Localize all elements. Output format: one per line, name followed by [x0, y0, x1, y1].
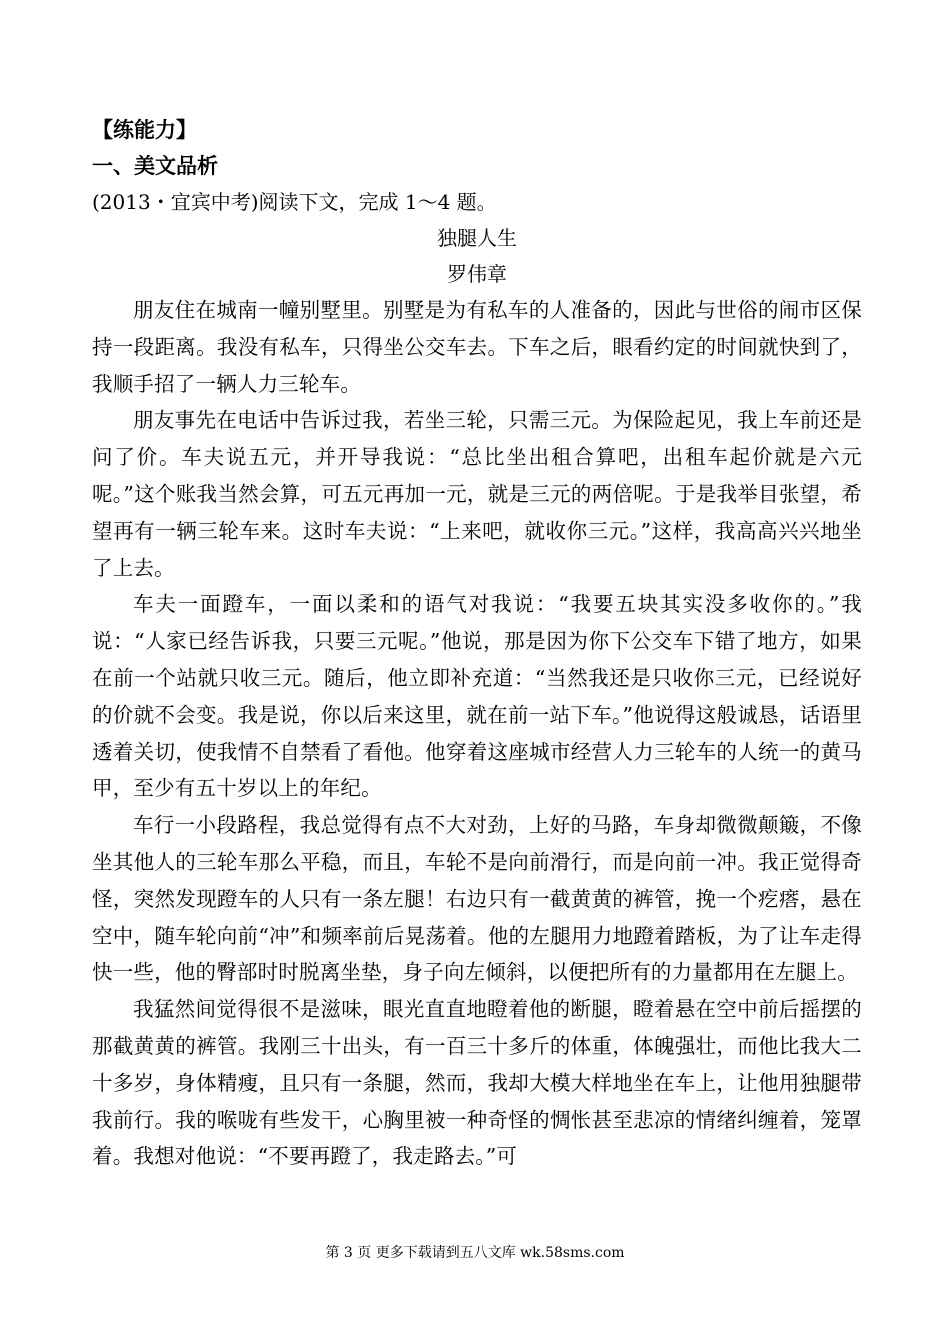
- page-footer: 第 3 页 更多下载请到五八文库 wk.58sms.com: [325, 1245, 625, 1261]
- paragraph: 车夫一面蹬车，一面以柔和的语气对我说：“我要五块其实没多收你的。”我说：“人家已经告诉我，只要三元呢。”他说，那是因为你下公交车下错了地方，如果在前一个站就只收三元。随后，他立即补充道：“当然我还是只收你三元，已经说好的价就不会变。我是说，你以后来这里，就在前一站下车。”他说得这般诚恳，话语里透着关切，使我情不自禁看了看他。他穿着这座城市经营人力三轮车的人统一的黄马甲，至少有五十岁以上的年纪。: [92, 592, 862, 801]
- exercise-intro: (2013・宜宾中考)阅读下文，完成 1～4 题。: [92, 190, 497, 214]
- paragraph: 车行一小段路程，我总觉得有点不大对劲，上好的马路，车身却微微颠簸，不像坐其他人的三轮车那么平稳，而且，车轮不是向前滑行，而是向前一冲。我正觉得奇怪，突然发现蹬车的人只有一条左腿！右边只有一截黄黄的裤管，挽一个疙瘩，悬在空中，随车轮向前“冲”和频率前后晃荡着。他的左腿用力地蹬着踏板，为了让车走得快一些，他的臀部时时脱离坐垫，身子向左倾斜，以便把所有的力量都用在左腿上。: [92, 813, 862, 985]
- paragraph: 朋友住在城南一幢别墅里。别墅是为有私车的人准备的，因此与世俗的闹市区保持一段距离。我没有私车，只得坐公交车去。下车之后，眼看约定的时间就快到了，我顺手招了一辆人力三轮车。: [92, 298, 862, 396]
- section-heading: 一、美文品析: [92, 154, 218, 178]
- article-author: 罗伟章: [447, 262, 507, 286]
- article-title: 独腿人生: [437, 226, 517, 250]
- practice-tag: 【练能力】: [92, 118, 197, 142]
- paragraph: 我猛然间觉得很不是滋味，眼光直直地瞪着他的断腿，瞪着悬在空中前后摇摆的那截黄黄的裤管。我刚三十出头，有一百三十多斤的体重，体魄强壮，而他比我大二十多岁，身体精瘦，且只有一条腿，然而，我却大模大样地坐在车上，让他用独腿带我前行。我的喉咙有些发干，心胸里被一种奇怪的惆怅甚至悲凉的情绪纠缠着，笼罩着。我想对他说：“不要再蹬了，我走路去。”可: [92, 997, 862, 1169]
- paragraph: 朋友事先在电话中告诉过我，若坐三轮，只需三元。为保险起见，我上车前还是问了价。车夫说五元，并开导我说：“总比坐出租合算吧，出租车起价就是六元呢。”这个账我当然会算，可五元再加一元，就是三元的两倍呢。于是我举目张望，希望再有一辆三轮车来。这时车夫说：“上来吧，就收你三元。”这样，我高高兴兴地坐了上去。: [92, 408, 862, 580]
- document-page: [92, 112, 862, 1175]
